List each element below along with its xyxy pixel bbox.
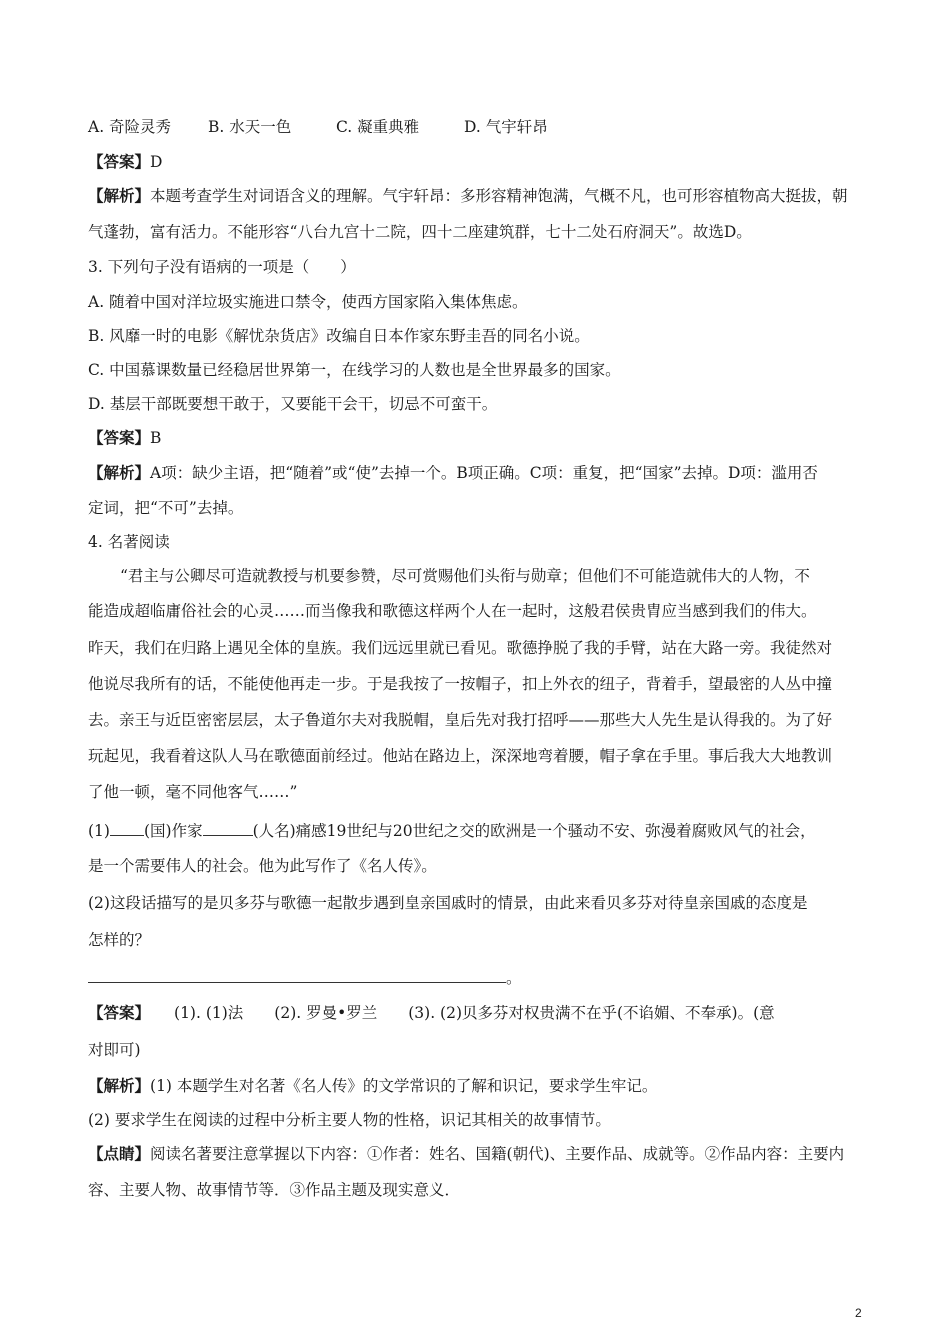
- passage-line: 能造成超临庸俗社会的心灵……而当像我和歌德这样两个人在一起时，这般君侯贵胄应当感到我们的伟大。: [88, 602, 817, 620]
- q2-analysis-line-1: 【解析】本题考查学生对词语含义的理解。气宇轩昂：多形容精神饱满，气概不凡，也可形容植物高大挺拔，朝: [88, 186, 848, 205]
- q3-option-d: D. 基层干部既要想干敢于，又要能干会干，切忌不可蛮干。: [88, 395, 498, 413]
- q4-answer-line-1: 【答案】 (1). (1)法 (2). 罗曼•罗兰 (3). (2)贝多芬对权贵满不在乎(不谄媚、不奉承)。(意: [88, 1003, 775, 1022]
- q2-option-d: D. 气宇轩昂: [464, 118, 548, 136]
- passage-line: “君主与公卿尽可造就教授与机要参赞，尽可赏赐他们头衔与勋章；但他们不可能造就伟大的人物，不: [120, 567, 810, 585]
- q3-option-c: C. 中国慕课数量已经稳居世界第一，在线学习的人数也是全世界最多的国家。: [88, 361, 621, 379]
- passage-line: 昨天，我们在归路上遇见全体的皇族。我们远远里就已看见。歌德挣脱了我的手臂，站在大路一旁。我徒然对: [88, 639, 833, 657]
- q2-options: [88, 117, 878, 137]
- q3-stem: 3. 下列句子没有语病的一项是（ ）: [88, 258, 356, 276]
- fill-blank-country[interactable]: [110, 819, 144, 836]
- q4-title: 4. 名著阅读: [88, 533, 170, 551]
- passage-line: 玩起见，我看着这队人马在歌德面前经过。他站在路边上，深深地弯着腰，帽子拿在手里。事后我大大地教训: [88, 747, 833, 765]
- page-number: 2: [855, 1306, 862, 1320]
- q2-analysis-line-2: 气蓬勃，富有活力。不能形容“八台九宫十二院，四十二座建筑群，七十二处石府洞天”。故选D。: [88, 223, 752, 241]
- q3-analysis-line-1: 【解析】A项：缺少主语，把“随着”或“使”去掉一个。B项正确。C项：重复，把“国家”去掉。D项：滥用否: [88, 463, 818, 482]
- q2-answer: 【答案】D: [88, 152, 163, 171]
- q4-tip-line-2: 容、主要人物、故事情节等．③作品主题及现实意义．: [88, 1181, 461, 1199]
- passage-line: 他说尽我所有的话，不能使他再走一步。于是我按了一按帽子，扣上外衣的纽子，背着手，望最密的人丛中撞: [88, 675, 833, 693]
- q4-tip-line-1: 【点睛】阅读名著要注意掌握以下内容：①作者：姓名、国籍(朝代)、主要作品、成就等。②作品内容：主要内: [88, 1144, 845, 1163]
- fill-blank-attitude[interactable]: [88, 966, 506, 983]
- fill-blank-author[interactable]: [203, 819, 253, 836]
- q2-option-a: A. 奇险灵秀: [88, 118, 172, 136]
- q4-analysis-line-1: 【解析】(1) 本题学生对名著《名人传》的文学常识的了解和识记，要求学生牢记。: [88, 1076, 658, 1095]
- q3-answer: 【答案】B: [88, 428, 162, 447]
- q4-sub1-line-2: 是一个需要伟人的社会。他为此写作了《名人传》。: [88, 857, 437, 875]
- passage-line: 去。亲王与近臣密密层层，太子鲁道尔夫对我脱帽，皇后先对我打招呼——那些大人先生是认得我的。为了好: [88, 711, 833, 729]
- q3-analysis-line-2: 定词，把“不可”去掉。: [88, 499, 244, 517]
- q4-analysis-line-2: (2) 要求学生在阅读的过程中分析主要人物的性格，识记其相关的故事情节。: [88, 1111, 611, 1129]
- q2-option-c: C. 凝重典雅: [336, 118, 420, 136]
- q4-sub2-line-2: 怎样的？: [88, 931, 151, 949]
- q4-answer-line-2: 对即可): [88, 1041, 141, 1059]
- q3-option-b: B. 风靡一时的电影《解忧杂货店》改编自日本作家东野圭吾的同名小说。: [88, 327, 590, 345]
- q4-sub2-line-1: (2)这段话描写的是贝多芬与歌德一起散步遇到皇亲国戚时的情景，由此来看贝多芬对待皇亲国戚的态度是: [88, 894, 808, 912]
- q3-option-a: A. 随着中国对洋垃圾实施进口禁令，使西方国家陷入集体焦虑。: [88, 293, 528, 311]
- passage-line: 了他一顿，毫不同他客气……”: [88, 783, 298, 801]
- q4-sub1-line-1: (1) (国)作家 (人名)痛感19世纪与20世纪之交的欧洲是一个骚动不安、弥漫着腐败风气的社会，: [88, 819, 878, 841]
- q4-answer-blank-line: 。: [88, 966, 878, 988]
- q2-option-b: B. 水天一色: [208, 118, 292, 136]
